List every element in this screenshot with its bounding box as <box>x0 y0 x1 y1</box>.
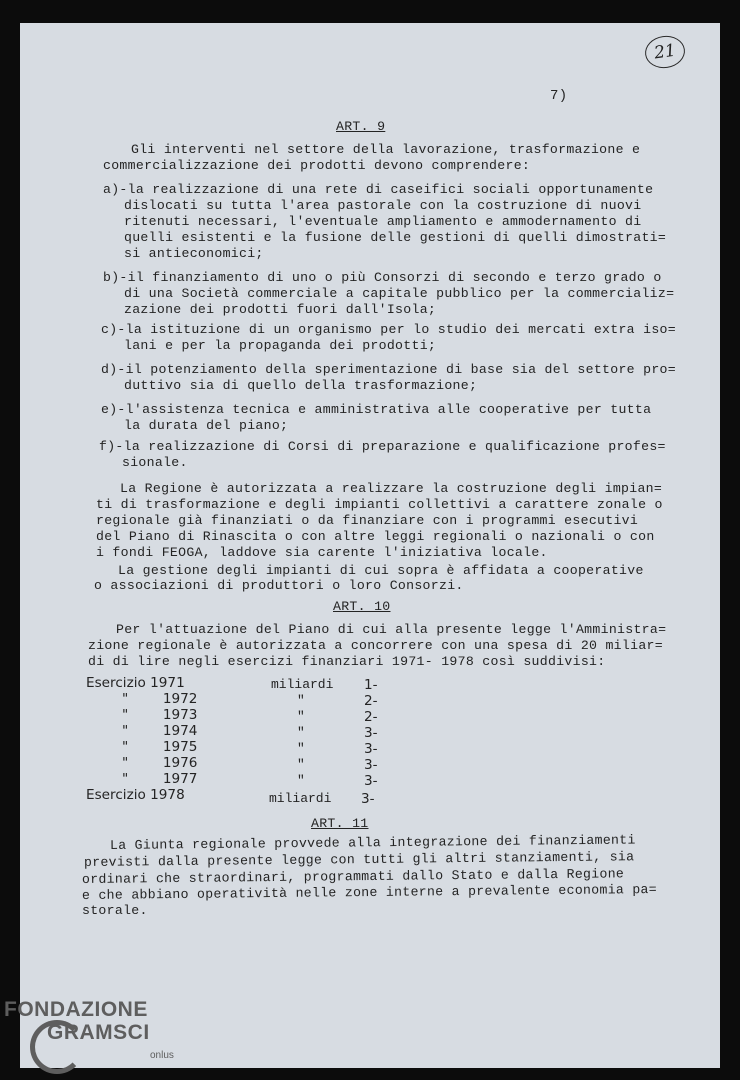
table-year: Esercizio 1971 <box>86 675 185 691</box>
art9-line: f)-la realizzazione di Corsi di preparazione e qualificazione profes= <box>99 439 666 454</box>
art9-line: duttivo sia di quello della trasformazione; <box>124 378 478 393</box>
watermark-line2: GRAMSCI <box>47 1021 150 1044</box>
art9-line: b)-il finanziamento di uno o più Consorzi di secondo e terzo grado o <box>103 270 662 285</box>
art11-line: previsti dalla presente legge con tutti gli altri stanziamenti, sia <box>83 849 635 870</box>
table-amount: 3- <box>364 757 378 773</box>
art9-line: sionale. <box>122 455 188 470</box>
table-year: " 1975 <box>122 739 198 755</box>
art9-line: lani e per la propaganda dei prodotti; <box>124 338 437 353</box>
art9-line: La Regione è autorizzata a realizzare la costruzione degli impian= <box>120 481 663 496</box>
table-unit: " <box>297 773 305 788</box>
table-year: " 1974 <box>122 723 198 739</box>
table-amount: 1- <box>364 677 378 693</box>
art9-line: zazione dei prodotti fuori dall'Isola; <box>124 302 437 317</box>
art9-line: del Piano di Rinascita o con altre leggi regionali o nazionali o con <box>96 529 655 544</box>
table-year: " 1972 <box>122 691 198 707</box>
art9-line: e)-l'assistenza tecnica e amministrativa alle cooperative per tutta <box>101 402 652 417</box>
section-number: 7) <box>550 88 568 104</box>
art10-line: Per l'attuazione del Piano di cui alla presente legge l'Amministra= <box>116 622 667 637</box>
art9-line: d)-il potenziamento della sperimentazione di base sia del settore pro= <box>101 362 676 377</box>
art9-line: o associazioni di produttori o loro Consorzi. <box>94 578 464 593</box>
art9-line: commercializzazione dei prodotti devono comprendere: <box>103 158 531 173</box>
art10-heading: ART. 10 <box>333 599 391 614</box>
art9-line: regionale già finanziati o da finanziare con i programmi esecutivi <box>96 513 639 528</box>
table-unit: " <box>297 725 305 740</box>
art9-line: di una Società commerciale a capitale pubblico per la commercializ= <box>124 286 675 301</box>
table-amount: 3- <box>364 725 378 741</box>
table-unit: " <box>297 741 305 756</box>
table-unit: miliardi <box>271 677 334 692</box>
art10-line: di di lire negli esercizi finanziari 1971- 1978 così suddivisi: <box>88 654 606 669</box>
art11-heading: ART. 11 <box>311 816 369 831</box>
art9-line: dislocati su tutta l'area pastorale con la costruzione di nuovi <box>124 198 642 213</box>
table-amount: 3- <box>364 773 378 789</box>
art9-line: si antieconomici; <box>124 246 264 261</box>
table-amount: 2- <box>364 693 378 709</box>
table-year: " 1976 <box>122 755 198 771</box>
table-unit: " <box>297 693 305 708</box>
art11-line: e che abbiano operatività nelle zone interne a prevalente economia pa= <box>81 881 658 903</box>
page-number-stamp: 21 <box>643 33 687 70</box>
art11-line: ordinari che straordinari, programmati dallo Stato e dalla Regione <box>81 866 625 887</box>
art9-line: ritenuti necessari, l'eventuale ampliamento e ammodernamento di <box>124 214 642 229</box>
table-amount: 3- <box>361 791 375 807</box>
watermark-line1: FONDAZIONE <box>4 998 148 1021</box>
table-unit: miliardi <box>269 791 332 806</box>
table-unit: " <box>297 709 305 724</box>
art10-line: zione regionale è autorizzata a concorrere con una spesa di 20 miliar= <box>88 638 663 653</box>
art11-line: storale. <box>82 903 148 918</box>
art9-line: a)-la realizzazione di una rete di caseifici sociali opportunamente <box>103 182 654 197</box>
art9-line: quelli esistenti e la fusione delle gestioni di quelli dimostrati= <box>124 230 667 245</box>
table-amount: 2- <box>364 709 378 725</box>
art9-line: La gestione degli impianti di cui sopra è affidata a cooperative <box>118 563 644 578</box>
art9-line: c)-la istituzione di un organismo per lo studio dei mercati extra iso= <box>101 322 676 337</box>
table-year: Esercizio 1978 <box>86 787 185 803</box>
art9-line: Gli interventi nel settore della lavorazione, trasformazione e <box>131 142 641 157</box>
watermark-line3: onlus <box>150 1050 174 1061</box>
art11-line: La Giunta regionale provvede alla integrazione dei finanziamenti <box>109 832 636 853</box>
table-amount: 3- <box>364 741 378 757</box>
art9-line: i fondi FEOGA, laddove sia carente l'iniziativa locale. <box>96 545 548 560</box>
art9-heading: ART. 9 <box>336 119 386 134</box>
art9-line: la durata del piano; <box>124 418 289 433</box>
table-year: " 1973 <box>122 707 198 723</box>
table-year: " 1977 <box>122 771 198 787</box>
table-unit: " <box>297 757 305 772</box>
art9-line: ti di trasformazione e degli impianti collettivi a carattere zonale o <box>96 497 663 512</box>
